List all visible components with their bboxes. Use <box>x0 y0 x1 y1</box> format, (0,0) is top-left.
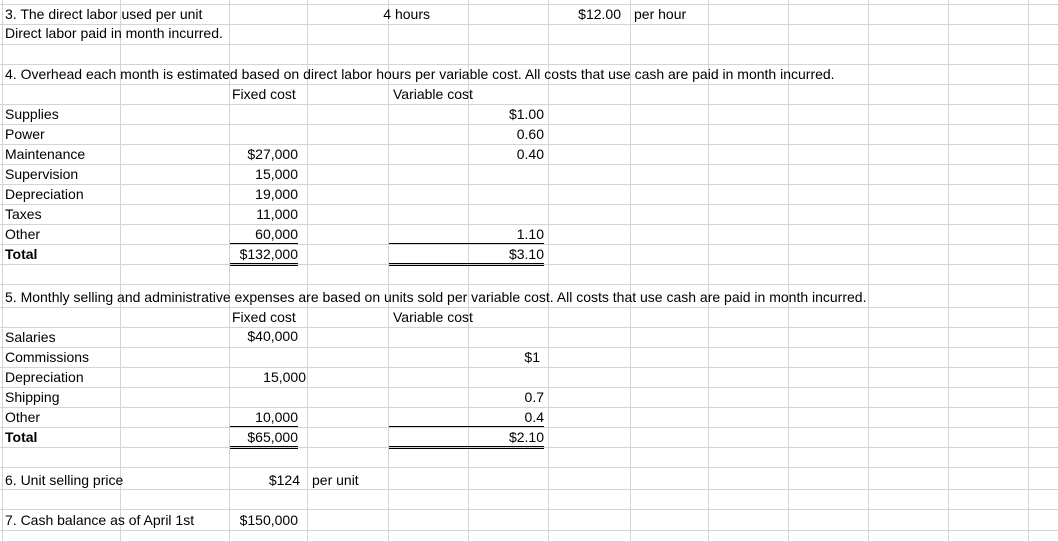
overhead-total-label: Total <box>5 246 38 262</box>
sga-fixed-header: Fixed cost <box>232 309 296 325</box>
labor-hours-value: 4 hours <box>383 6 430 22</box>
overhead-row-label: Other <box>5 226 41 242</box>
overhead-variable-cell: 1.10 <box>389 225 544 244</box>
overhead-row-label: Supervision <box>5 166 79 182</box>
unit-price-label: 6. Unit selling price <box>5 472 124 488</box>
overhead-variable-header: Variable cost <box>393 86 473 102</box>
overhead-variable-cell: $1.00 <box>508 106 544 122</box>
overhead-fixed-cell: 11,000 <box>256 206 298 222</box>
overhead-fixed-total: $132,000 <box>230 245 298 266</box>
sga-variable-total: $2.10 <box>389 428 544 449</box>
unit-price-unit: per unit <box>312 472 359 488</box>
overhead-fixed-cell: 60,000 <box>230 225 298 244</box>
overhead-row-label: Maintenance <box>5 146 86 162</box>
sga-fixed-cell: 10,000 <box>230 408 298 427</box>
sga-variable-header: Variable cost <box>393 309 473 325</box>
sga-fixed-cell: 15,000 <box>263 369 306 385</box>
sga-variable-cell: $1 <box>524 349 540 365</box>
cash-balance-value: $150,000 <box>239 512 298 528</box>
sga-row-label: Salaries <box>5 329 56 345</box>
overhead-fixed-cell: 19,000 <box>255 186 298 202</box>
overhead-row-label: Supplies <box>5 106 59 122</box>
overhead-row-label: Taxes <box>5 206 42 222</box>
sga-fixed-cell: $40,000 <box>247 328 298 344</box>
sga-row-label: Other <box>5 409 41 425</box>
sga-variable-cell: 0.7 <box>524 389 544 405</box>
unit-price-value: $124 <box>268 472 300 488</box>
sga-fixed-total: $65,000 <box>230 428 298 449</box>
sga-row-label: Depreciation <box>5 369 84 385</box>
overhead-fixed-cell: 15,000 <box>255 166 298 182</box>
sga-variable-cell: 0.4 <box>389 408 544 427</box>
overhead-row-label: Depreciation <box>5 186 84 202</box>
overhead-fixed-header: Fixed cost <box>232 86 296 102</box>
sga-row-label: Shipping <box>5 389 60 405</box>
sga-row-label: Commissions <box>5 349 90 365</box>
overhead-variable-cell: 0.40 <box>516 146 544 162</box>
cash-balance-label: 7. Cash balance as of April 1st <box>5 512 195 528</box>
sec5-title: 5. Monthly selling and administrative expenses are based on units sold per variable cost. All costs that use cash are paid in month incurred. <box>5 289 867 305</box>
overhead-variable-total: $3.10 <box>389 245 544 266</box>
sec3-note: Direct labor paid in month incurred. <box>5 25 223 41</box>
sec3-title: 3. The direct labor used per unit <box>5 6 203 22</box>
overhead-variable-cell: 0.60 <box>516 126 544 142</box>
sec4-title: 4. Overhead each month is estimated based on direct labor hours per variable cost. All costs that use cash are paid in month incurred. <box>5 66 835 82</box>
overhead-row-label: Power <box>5 126 45 142</box>
sga-total-label: Total <box>5 429 38 445</box>
overhead-fixed-cell: $27,000 <box>247 146 298 162</box>
labor-rate-value: $12.00 <box>578 6 621 22</box>
labor-rate-unit: per hour <box>634 6 687 22</box>
